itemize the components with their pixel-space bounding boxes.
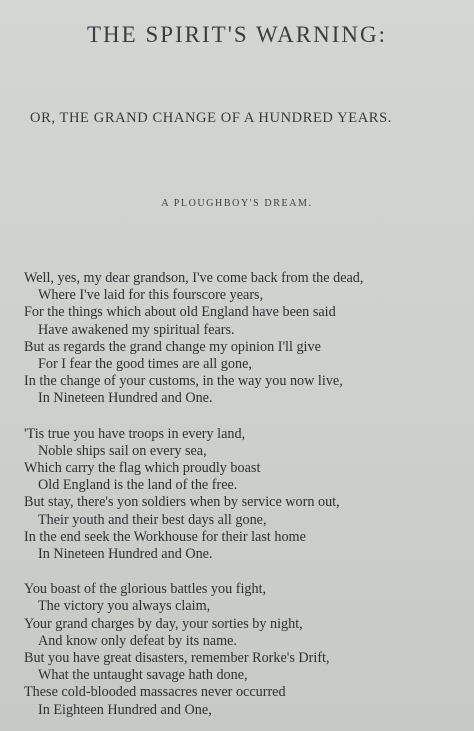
poem-line: You boast of the glorious battles you fight, [24,581,267,598]
poem-caption: A PLOUGHBOY'S DREAM. [161,198,313,209]
poem-line: In Nineteen Hundred and One. [38,546,213,563]
poem-body [0,270,474,731]
poem-line: What the untaught savage hath done, [38,667,248,684]
stanza-3 [0,581,474,719]
poem-line: In the end seek the Workhouse for their last home [24,528,306,545]
stanza-2 [0,426,474,564]
poem-line: In Nineteen Hundred and One. [38,390,213,407]
poem-line: Their youth and their best days all gone, [38,511,267,528]
poem-line: In Eighteen Hundred and One, [38,701,212,718]
poem-line: Old England is the land of the free. [38,477,238,494]
poem-title: THE SPIRIT'S WARNING: [86,22,387,47]
poem-line: But stay, there's yon soldiers when by service worn out, [24,494,340,511]
poem-line: Which carry the flag which proudly boast [24,460,261,477]
poem-line: But as regards the grand change my opinion I'll give [24,338,321,355]
poem-line: The victory you always claim, [38,598,211,615]
poem-line: And know only defeat by its name. [38,632,237,649]
poem-line: Noble ships sail on every sea, [38,442,207,459]
poem-line: In the change of your customs, in the way you now live, [24,373,343,390]
poem-line: Well, yes, my dear grandson, I've come back from the dead, [24,270,364,286]
poem-line: 'Tis true you have troops in every land, [24,425,246,442]
poem-line: Your grand charges by day, your sorties by night, [24,615,303,632]
poem-line: These cold-blooded massacres never occurred [24,684,286,701]
poem-line: For the things which about old England have been said [24,304,336,321]
poem-line: Have awakened my spiritual fears. [38,321,235,338]
poem-line: For I fear the good times are all gone, [38,356,252,373]
poem-line: But you have great disasters, remember Rorke's Drift, [24,650,330,667]
poem-subtitle: OR, THE GRAND CHANGE OF A HUNDRED YEARS. [30,110,392,126]
poem-line: Where I've laid for this fourscore years, [38,287,264,304]
stanza-1 [0,270,474,408]
